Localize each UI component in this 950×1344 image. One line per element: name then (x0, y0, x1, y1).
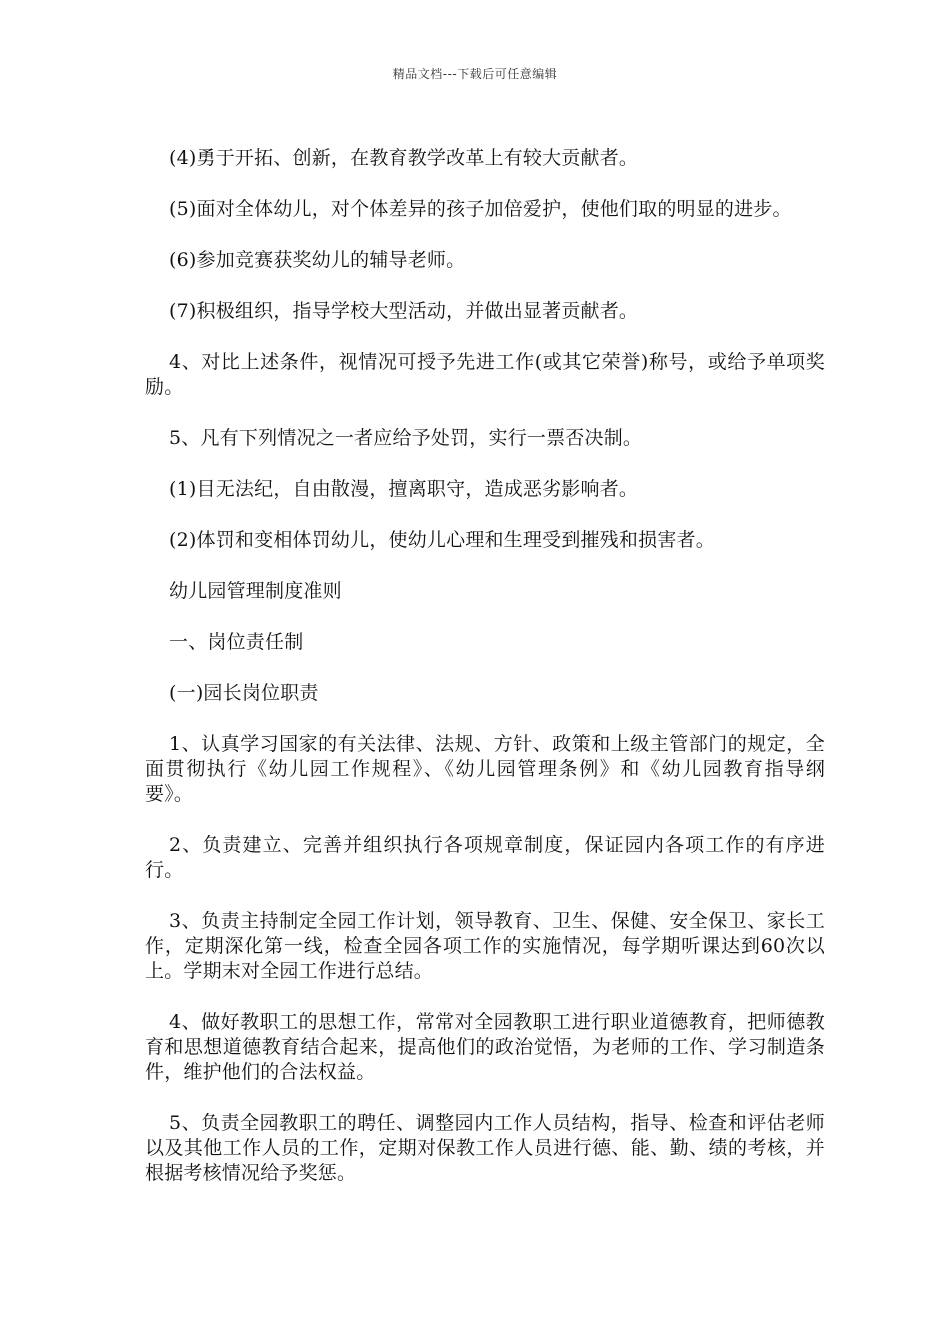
page-header: 精品文档---下载后可任意编辑 (392, 67, 558, 81)
document-body (145, 146, 825, 1212)
paragraph-penalty-2: (2)体罚和变相体罚幼儿，使幼儿心理和生理受到摧残和损害者。 (169, 529, 715, 551)
section-title: 幼儿园管理制度准则 (169, 580, 342, 602)
duty-item-3: 3、负责主持制定全园工作计划，领导教育、卫生、保健、安全保卫、家长工作，定期深化第一线，检查全园各项工作的实施情况，每学期听课达到60次以上。学期末对全园工作进行总结。 (145, 910, 825, 982)
paragraph-penalty-1: (1)目无法纪，自由散漫，擅离职守，造成恶劣影响者。 (169, 478, 639, 500)
subsection-heading-1: (一)园长岗位职责 (169, 682, 319, 704)
duty-item-4: 4、做好教职工的思想工作，常常对全园教职工进行职业道德教育，把师德教育和思想道德教育结合起来，提高他们的政治觉悟，为老师的工作、学习制造条件，维护他们的合法权益。 (145, 1011, 825, 1083)
paragraph-item-4: (4)勇于开拓、创新，在教育教学改革上有较大贡献者。 (169, 147, 639, 169)
duty-item-2: 2、负责建立、完善并组织执行各项规章制度，保证园内各项工作的有序进行。 (145, 834, 825, 881)
duty-item-5: 5、负责全园教职工的聘任、调整园内工作人员结构，指导、检查和评估老师以及其他工作人员的工作，定期对保教工作人员进行德、能、勤、绩的考核，并根据考核情况给予奖惩。 (145, 1112, 825, 1184)
duty-item-1: 1、认真学习国家的有关法律、法规、方针、政策和上级主管部门的规定，全面贯彻执行《幼儿园工作规程》、《幼儿园管理条例》和《幼儿园教育指导纲要》。 (145, 733, 825, 805)
paragraph-penalty-intro: 5、凡有下列情况之一者应给予处罚，实行一票否决制。 (169, 427, 643, 449)
paragraph-item-7: (7)积极组织，指导学校大型活动，并做出显著贡献者。 (169, 300, 639, 322)
paragraph-item-5: (5)面对全体幼儿，对个体差异的孩子加倍爱护，使他们取的明显的进步。 (169, 198, 792, 220)
paragraph-item-6: (6)参加竞赛获奖幼儿的辅导老师。 (169, 249, 466, 271)
section-heading-1: 一、岗位责任制 (169, 631, 304, 653)
paragraph-award-conditions: 4、对比上述条件，视情况可授予先进工作(或其它荣誉)称号，或给予单项奖励。 (145, 351, 825, 398)
